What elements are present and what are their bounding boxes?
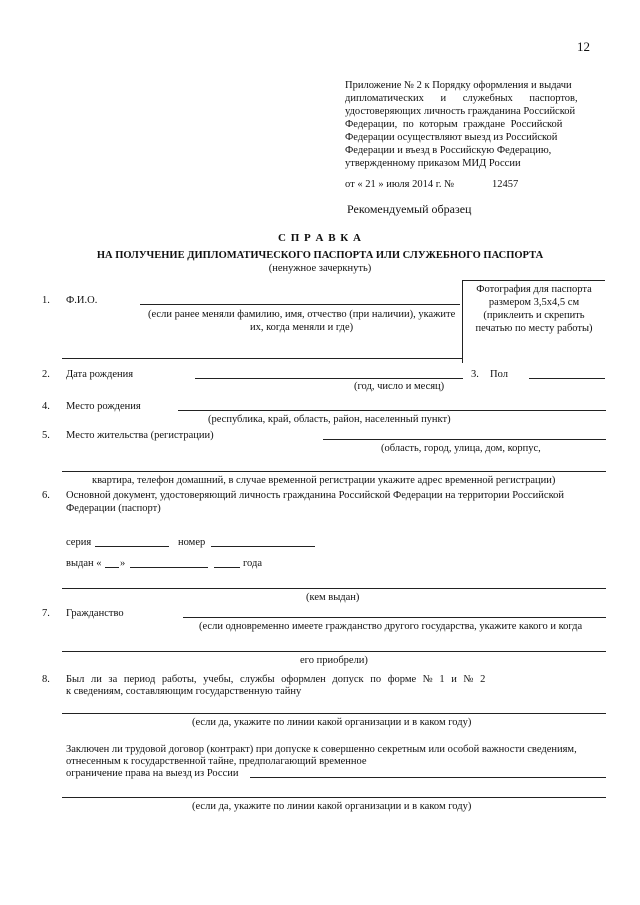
number-input-line[interactable] <box>211 546 315 547</box>
fio-hint: (если ранее меняли фамилию, имя, отчество (при наличии), укажите <box>148 309 456 320</box>
residence-hint: (область, город, улица, дом, корпус, <box>381 443 541 454</box>
photo-line: размером 3,5х4,5 см <box>488 297 580 308</box>
field-number: 7. <box>42 608 50 619</box>
sex-input-line[interactable] <box>529 378 605 379</box>
clearance-label: к сведениям, составляющим государственную тайну <box>66 686 302 697</box>
issued-label: выдан « <box>66 558 102 569</box>
contract-question: ограничение права на выезд из России <box>66 768 239 779</box>
order-number: 12457 <box>492 179 519 190</box>
recommended-sample: Рекомендуемый образец <box>347 202 472 216</box>
citizenship-hint: (если одновременно имеете гражданство другого государства, укажите какого и когда <box>199 621 583 632</box>
residence-input-line[interactable] <box>323 439 606 440</box>
birth-place-label: Место рождения <box>66 401 141 412</box>
appendix-text <box>345 79 603 170</box>
fio-label: Ф.И.О. <box>66 295 98 306</box>
fio-input-line-2[interactable] <box>62 358 462 359</box>
issued-by-input-line[interactable] <box>62 588 606 589</box>
field-number: 3. <box>471 369 479 380</box>
fio-hint: их, когда меняли и где) <box>250 322 354 333</box>
photo-placeholder <box>462 280 605 363</box>
citizenship-label: Гражданство <box>66 608 124 619</box>
birth-date-hint: (год, число и месяц) <box>354 381 445 392</box>
year-label: года <box>243 558 262 569</box>
birth-date-label: Дата рождения <box>66 369 134 380</box>
contract-input-line[interactable] <box>250 777 606 778</box>
field-number: 5. <box>42 430 50 441</box>
field-number: 8. <box>42 674 50 685</box>
fio-input-line[interactable] <box>140 304 460 305</box>
order-date: от « 21 » июля 2014 г. № <box>345 179 455 190</box>
clearance-input-line[interactable] <box>62 713 606 714</box>
appendix-line: утвержденному приказом МИД России <box>345 158 521 169</box>
field-number: 6. <box>42 490 50 501</box>
contract-input-line-2[interactable] <box>62 797 606 798</box>
residence-hint: квартира, телефон домашний, в случае временной регистрации укажите адрес временной регистрации) <box>92 475 556 486</box>
photo-line: печатью по месту работы) <box>475 323 593 334</box>
contract-question: отнесенным к государственной тайне, предполагающий временное <box>66 756 367 767</box>
issued-year-input-line[interactable] <box>214 567 240 568</box>
page-number: 12 <box>577 39 590 54</box>
residence-label: Место жительства (регистрации) <box>66 430 214 441</box>
passport-label: Основной документ, удостоверяющий личность гражданина Российской Федерации на территории Российской <box>66 490 565 501</box>
appendix-line: Приложение № 2 к Порядку оформления и выдачи <box>345 80 572 91</box>
birth-date-input-line[interactable] <box>195 378 463 379</box>
photo-line: (приклеить и скрепить <box>483 310 585 321</box>
strike-note: (ненужное зачеркнуть) <box>268 263 372 274</box>
appendix-line: Федерации, по которым граждане Российской <box>345 119 563 130</box>
sex-label: Пол <box>490 369 508 380</box>
field-number: 4. <box>42 401 50 412</box>
appendix-line: дипломатических и служебных паспортов, <box>345 93 578 104</box>
photo-line: Фотография для паспорта <box>476 284 592 295</box>
appendix-line: удостоверяющих личность гражданина Российской <box>345 106 576 117</box>
field-number: 2. <box>42 369 50 380</box>
document-subtitle: НА ПОЛУЧЕНИЕ ДИПЛОМАТИЧЕСКОГО ПАСПОРТА ИЛИ СЛУЖЕБНОГО ПАСПОРТА <box>96 250 544 261</box>
contract-hint: (если да, укажите по линии какой организации и в каком году) <box>192 801 472 812</box>
citizenship-hint: его приобрели) <box>300 655 368 666</box>
document-title: С П Р А В К А <box>278 232 362 244</box>
issued-day-input-line[interactable] <box>105 567 119 568</box>
field-number: 1. <box>42 295 50 306</box>
issued-month-input-line[interactable] <box>130 567 208 568</box>
birth-place-hint: (республика, край, область, район, населенный пункт) <box>208 414 451 425</box>
citizenship-input-line-2[interactable] <box>62 651 606 652</box>
clearance-hint: (если да, укажите по линии какой организации и в каком году) <box>192 717 472 728</box>
contract-question: Заключен ли трудовой договор (контракт) при допуске к совершенно секретным или особой важности сведениям, <box>66 744 577 755</box>
passport-label: Федерации (паспорт) <box>66 503 161 514</box>
series-input-line[interactable] <box>95 546 169 547</box>
appendix-line: Федерации и въезд в Российскую Федерацию, <box>345 145 552 156</box>
appendix-line: Федерации осуществляют выезд из Российской <box>345 132 558 143</box>
birth-place-input-line[interactable] <box>178 410 606 411</box>
clearance-label: Был ли за период работы, учебы, службы оформлен допуск по форме № 1 и № 2 <box>66 674 486 685</box>
citizenship-input-line[interactable] <box>183 617 606 618</box>
issued-quote: » <box>120 558 126 569</box>
number-label: номер <box>178 537 206 548</box>
residence-input-line-2[interactable] <box>62 471 606 472</box>
series-label: серия <box>66 537 92 548</box>
issued-by-hint: (кем выдан) <box>306 592 360 603</box>
